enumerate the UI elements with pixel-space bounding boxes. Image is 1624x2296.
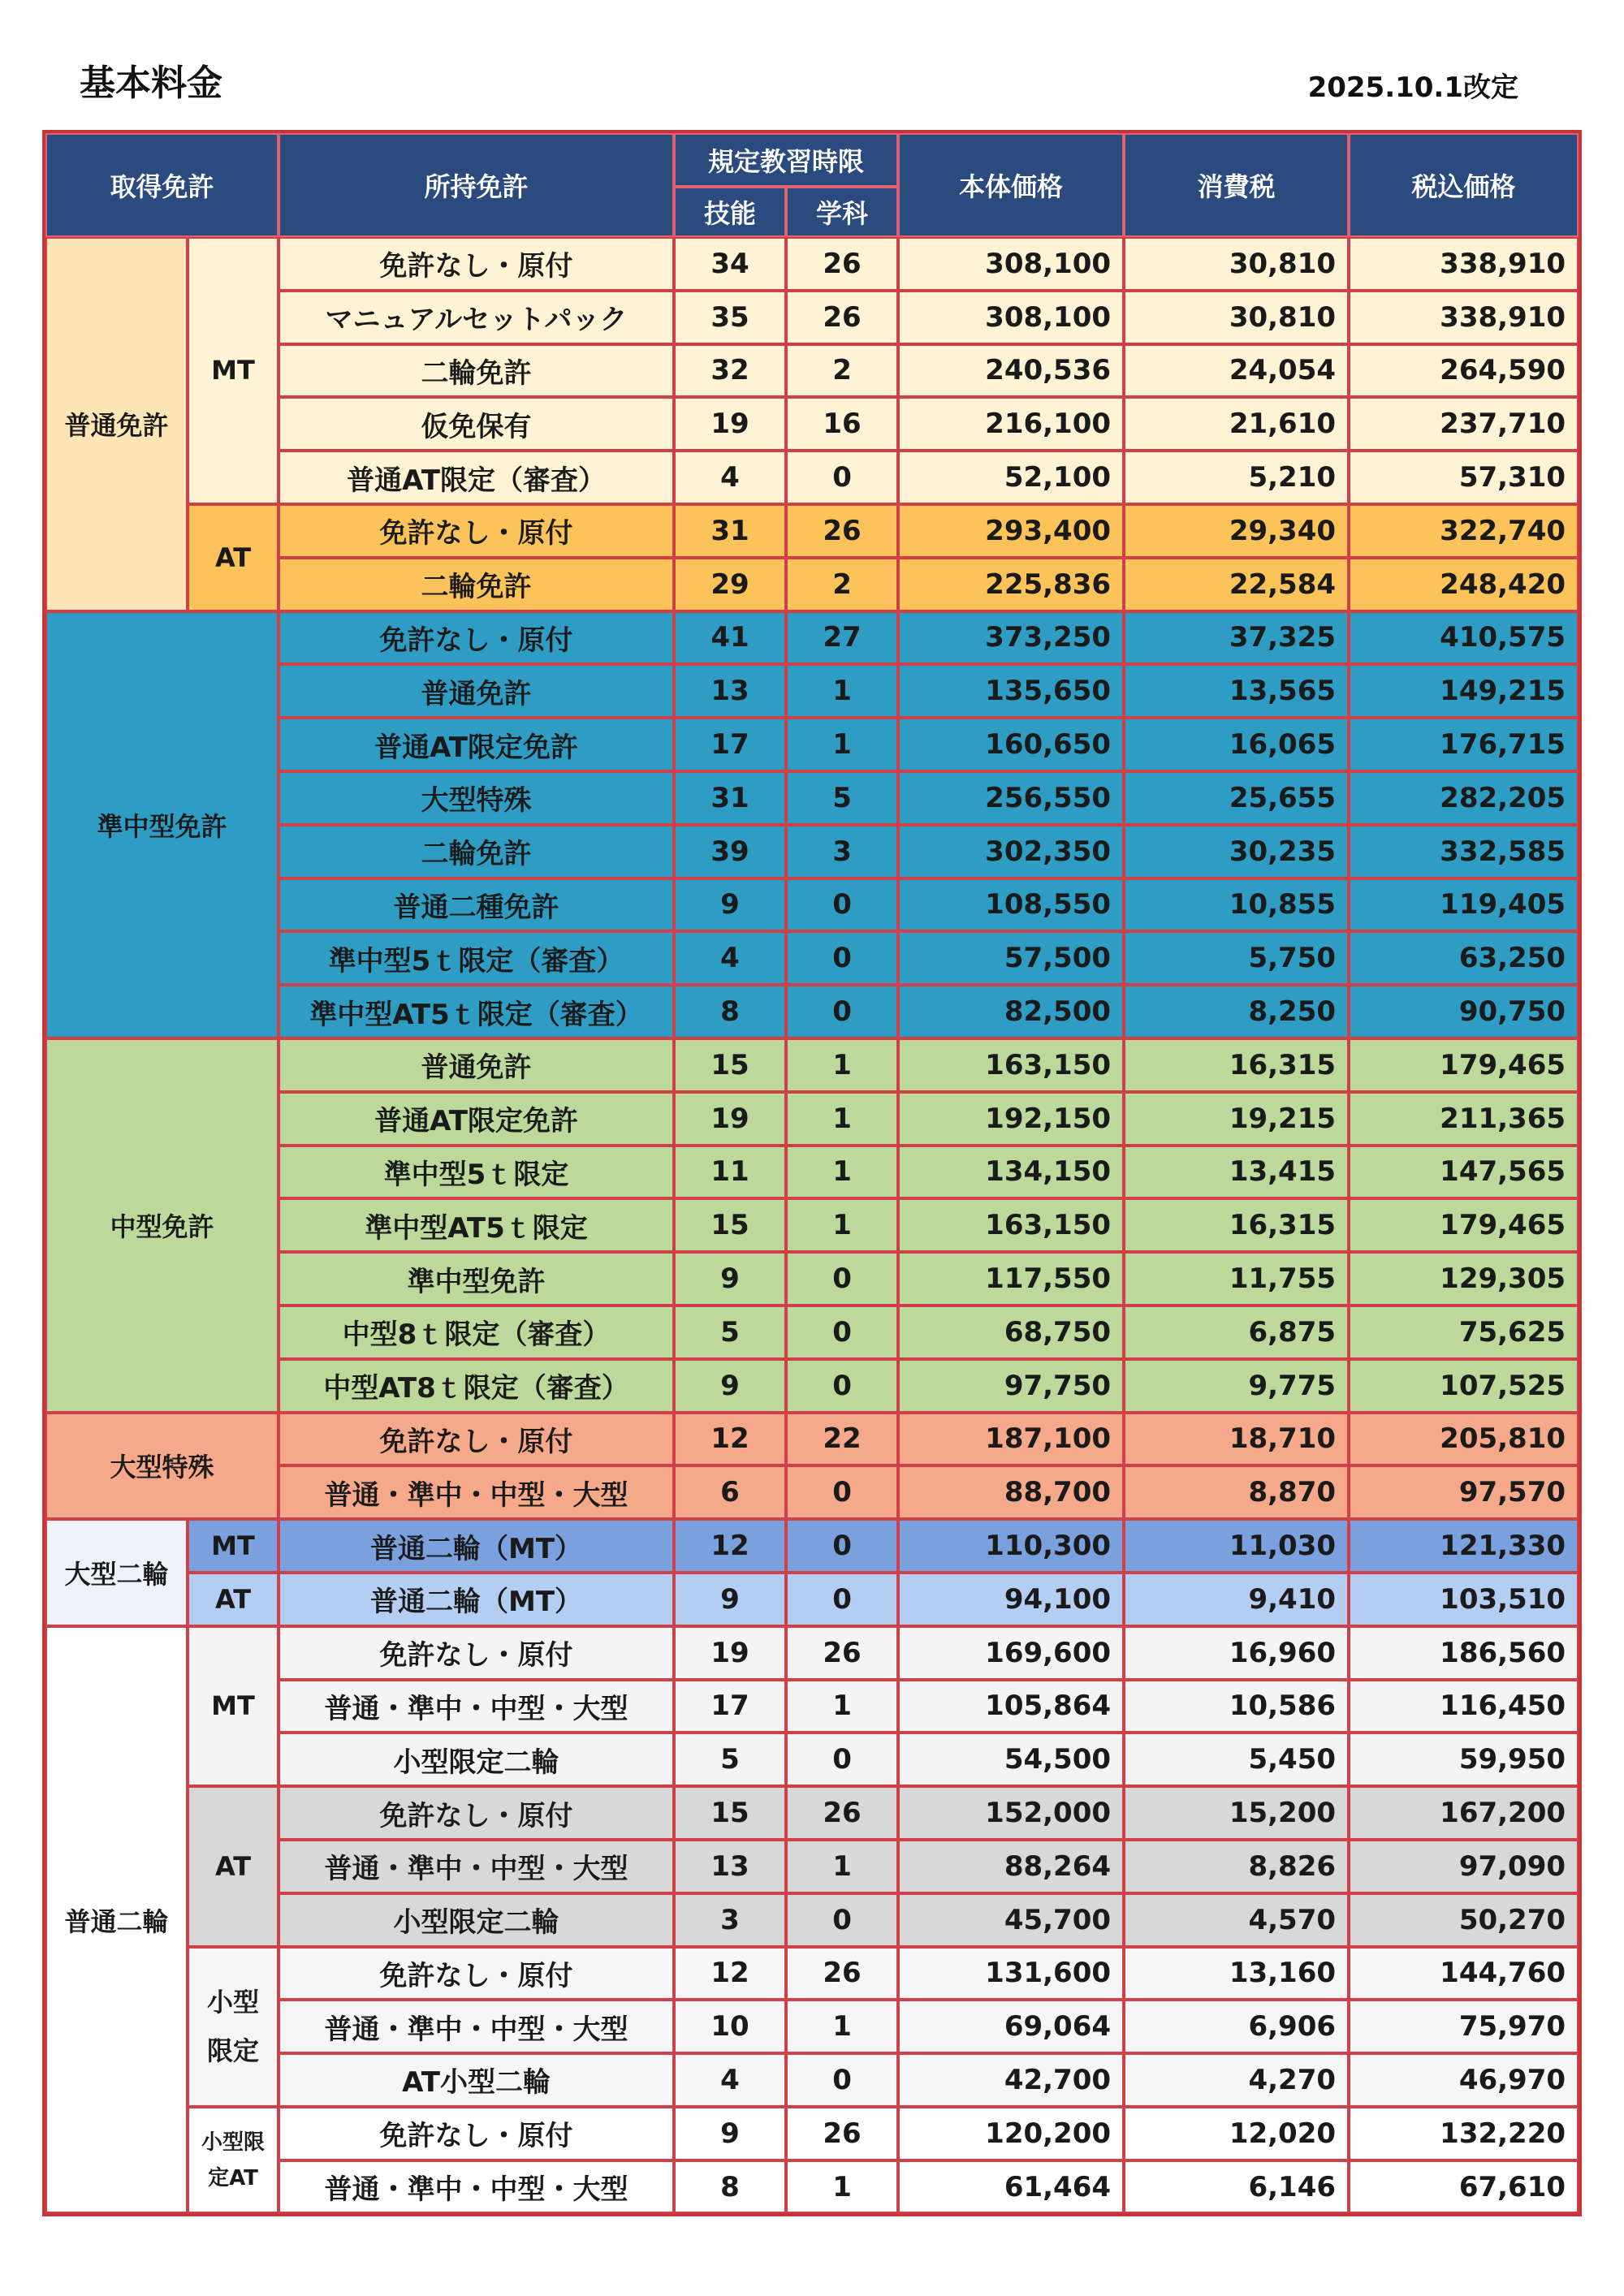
skill-hours-cell: 15 (674, 1038, 786, 1092)
base-price-cell: 187,100 (898, 1413, 1124, 1466)
license-held-cell: 普通・準中・中型・大型 (279, 2160, 674, 2214)
page-title: 基本料金 (80, 63, 222, 104)
tax-cell: 13,160 (1124, 1947, 1349, 2000)
license-held-cell: 普通AT限定（審査） (279, 451, 674, 504)
base-price-cell: 169,600 (898, 1626, 1124, 1680)
tax-cell: 5,450 (1124, 1733, 1349, 1786)
academic-hours-cell: 0 (786, 1359, 898, 1413)
academic-hours-cell: 1 (786, 664, 898, 718)
skill-hours-cell: 17 (674, 718, 786, 771)
license-category: 普通免許 (45, 237, 188, 611)
total-price-cell: 63,250 (1349, 931, 1579, 985)
academic-hours-cell: 26 (786, 2107, 898, 2160)
academic-hours-cell: 1 (786, 1092, 898, 1146)
skill-hours-cell: 31 (674, 771, 786, 825)
license-held-cell: マニュアルセットパック (279, 291, 674, 344)
header-tax: 消費税 (1124, 133, 1349, 237)
license-held-cell: 普通・準中・中型・大型 (279, 1840, 674, 1893)
academic-hours-cell: 0 (786, 1519, 898, 1573)
base-price-cell: 94,100 (898, 1573, 1124, 1626)
base-price-cell: 160,650 (898, 718, 1124, 771)
base-price-cell: 225,836 (898, 558, 1124, 611)
academic-hours-cell: 1 (786, 1038, 898, 1092)
base-price-cell: 97,750 (898, 1359, 1124, 1413)
tax-cell: 9,775 (1124, 1359, 1349, 1413)
total-price-cell: 59,950 (1349, 1733, 1579, 1786)
skill-hours-cell: 4 (674, 2053, 786, 2107)
base-price-cell: 240,536 (898, 344, 1124, 398)
base-price-cell: 108,550 (898, 878, 1124, 932)
academic-hours-cell: 0 (786, 985, 898, 1038)
transmission-type: AT (188, 504, 279, 611)
transmission-type: 小型 限定 (188, 1947, 279, 2107)
tax-cell: 16,960 (1124, 1626, 1349, 1680)
total-price-cell: 264,590 (1349, 344, 1579, 398)
license-held-cell: 中型8ｔ限定（審査） (279, 1306, 674, 1359)
fee-table-body (45, 237, 1579, 2213)
base-price-cell: 131,600 (898, 1947, 1124, 2000)
license-held-cell: 免許なし・原付 (279, 1413, 674, 1466)
table-row (45, 504, 1579, 558)
tax-cell: 16,315 (1124, 1038, 1349, 1092)
header-license-held: 所持免許 (279, 133, 674, 237)
base-price-cell: 54,500 (898, 1733, 1124, 1786)
license-held-cell: 普通・準中・中型・大型 (279, 1465, 674, 1519)
academic-hours-cell: 22 (786, 1413, 898, 1466)
license-held-cell: 免許なし・原付 (279, 1786, 674, 1840)
total-price-cell: 205,810 (1349, 1413, 1579, 1466)
academic-hours-cell: 2 (786, 344, 898, 398)
tax-cell: 12,020 (1124, 2107, 1349, 2160)
base-price-cell: 152,000 (898, 1786, 1124, 1840)
total-price-cell: 149,215 (1349, 664, 1579, 718)
tax-cell: 6,875 (1124, 1306, 1349, 1359)
skill-hours-cell: 32 (674, 344, 786, 398)
tax-cell: 25,655 (1124, 771, 1349, 825)
base-price-cell: 68,750 (898, 1306, 1124, 1359)
tax-cell: 10,855 (1124, 878, 1349, 932)
total-price-cell: 50,270 (1349, 1893, 1579, 1947)
skill-hours-cell: 35 (674, 291, 786, 344)
tax-cell: 22,584 (1124, 558, 1349, 611)
tax-cell: 5,210 (1124, 451, 1349, 504)
tax-cell: 10,586 (1124, 1680, 1349, 1733)
base-price-cell: 373,250 (898, 611, 1124, 665)
tax-cell: 15,200 (1124, 1786, 1349, 1840)
license-held-cell: 免許なし・原付 (279, 1947, 674, 2000)
tax-cell: 16,065 (1124, 718, 1349, 771)
license-held-cell: 普通・準中・中型・大型 (279, 1680, 674, 1733)
license-held-cell: 免許なし・原付 (279, 2107, 674, 2160)
skill-hours-cell: 8 (674, 2160, 786, 2214)
license-category: 大型特殊 (45, 1413, 279, 1520)
total-price-cell: 121,330 (1349, 1519, 1579, 1573)
table-row (45, 1573, 1579, 1626)
license-held-cell: 準中型5ｔ限定 (279, 1146, 674, 1199)
table-row (45, 1413, 1579, 1466)
skill-hours-cell: 17 (674, 1680, 786, 1733)
table-row (45, 1038, 1579, 1092)
skill-hours-cell: 9 (674, 1359, 786, 1413)
tax-cell: 13,565 (1124, 664, 1349, 718)
base-price-cell: 45,700 (898, 1893, 1124, 1947)
license-held-cell: 仮免保有 (279, 397, 674, 451)
license-category: 大型二輪 (45, 1519, 188, 1626)
skill-hours-cell: 9 (674, 878, 786, 932)
tax-cell: 8,870 (1124, 1465, 1349, 1519)
base-price-cell: 293,400 (898, 504, 1124, 558)
license-held-cell: AT小型二輪 (279, 2053, 674, 2107)
base-price-cell: 134,150 (898, 1146, 1124, 1199)
fee-table (42, 130, 1582, 2216)
skill-hours-cell: 34 (674, 237, 786, 291)
academic-hours-cell: 1 (786, 2160, 898, 2214)
skill-hours-cell: 31 (674, 504, 786, 558)
total-price-cell: 97,090 (1349, 1840, 1579, 1893)
academic-hours-cell: 27 (786, 611, 898, 665)
tax-cell: 8,250 (1124, 985, 1349, 1038)
skill-hours-cell: 9 (674, 1252, 786, 1306)
license-held-cell: 普通二輪（MT） (279, 1519, 674, 1573)
total-price-cell: 282,205 (1349, 771, 1579, 825)
tax-cell: 18,710 (1124, 1413, 1349, 1466)
total-price-cell: 176,715 (1349, 718, 1579, 771)
tax-cell: 37,325 (1124, 611, 1349, 665)
total-price-cell: 322,740 (1349, 504, 1579, 558)
license-category: 準中型免許 (45, 611, 279, 1038)
tax-cell: 6,146 (1124, 2160, 1349, 2214)
skill-hours-cell: 13 (674, 1840, 786, 1893)
revision-date: 2025.10.1改定 (1307, 71, 1518, 104)
total-price-cell: 237,710 (1349, 397, 1579, 451)
license-category: 中型免許 (45, 1038, 279, 1413)
academic-hours-cell: 1 (786, 718, 898, 771)
license-held-cell: 準中型AT5ｔ限定 (279, 1198, 674, 1252)
skill-hours-cell: 13 (674, 664, 786, 718)
tax-cell: 8,826 (1124, 1840, 1349, 1893)
skill-hours-cell: 19 (674, 1626, 786, 1680)
transmission-type: MT (188, 237, 279, 504)
total-price-cell: 97,570 (1349, 1465, 1579, 1519)
academic-hours-cell: 5 (786, 771, 898, 825)
base-price-cell: 120,200 (898, 2107, 1124, 2160)
table-row (45, 1947, 1579, 2000)
license-held-cell: 免許なし・原付 (279, 611, 674, 665)
license-held-cell: 免許なし・原付 (279, 1626, 674, 1680)
total-price-cell: 147,565 (1349, 1146, 1579, 1199)
total-price-cell: 75,970 (1349, 2000, 1579, 2053)
total-price-cell: 248,420 (1349, 558, 1579, 611)
base-price-cell: 192,150 (898, 1092, 1124, 1146)
academic-hours-cell: 1 (786, 1146, 898, 1199)
tax-cell: 11,755 (1124, 1252, 1349, 1306)
tax-cell: 19,215 (1124, 1092, 1349, 1146)
license-held-cell: 普通・準中・中型・大型 (279, 2000, 674, 2053)
academic-hours-cell: 1 (786, 1840, 898, 1893)
base-price-cell: 52,100 (898, 451, 1124, 504)
tax-cell: 24,054 (1124, 344, 1349, 398)
total-price-cell: 144,760 (1349, 1947, 1579, 2000)
skill-hours-cell: 6 (674, 1465, 786, 1519)
license-held-cell: 普通二輪（MT） (279, 1573, 674, 1626)
table-row (45, 1626, 1579, 1680)
base-price-cell: 61,464 (898, 2160, 1124, 2214)
skill-hours-cell: 4 (674, 931, 786, 985)
tax-cell: 9,410 (1124, 1573, 1349, 1626)
transmission-type: AT (188, 1573, 279, 1626)
base-price-cell: 82,500 (898, 985, 1124, 1038)
license-held-cell: 準中型AT5ｔ限定（審査） (279, 985, 674, 1038)
academic-hours-cell: 26 (786, 1947, 898, 2000)
header-total-price: 税込価格 (1349, 133, 1579, 237)
skill-hours-cell: 12 (674, 1519, 786, 1573)
table-row (45, 2107, 1579, 2160)
tax-cell: 4,270 (1124, 2053, 1349, 2107)
header-skill: 技能 (674, 187, 786, 237)
academic-hours-cell: 0 (786, 1252, 898, 1306)
transmission-type: MT (188, 1626, 279, 1786)
total-price-cell: 167,200 (1349, 1786, 1579, 1840)
license-held-cell: 大型特殊 (279, 771, 674, 825)
tax-cell: 11,030 (1124, 1519, 1349, 1573)
license-held-cell: 普通AT限定免許 (279, 718, 674, 771)
license-held-cell: 普通免許 (279, 664, 674, 718)
academic-hours-cell: 0 (786, 1465, 898, 1519)
academic-hours-cell: 26 (786, 237, 898, 291)
academic-hours-cell: 0 (786, 451, 898, 504)
base-price-cell: 163,150 (898, 1198, 1124, 1252)
license-held-cell: 二輪免許 (279, 344, 674, 398)
base-price-cell: 308,100 (898, 291, 1124, 344)
skill-hours-cell: 12 (674, 1413, 786, 1466)
total-price-cell: 132,220 (1349, 2107, 1579, 2160)
academic-hours-cell: 2 (786, 558, 898, 611)
total-price-cell: 75,625 (1349, 1306, 1579, 1359)
academic-hours-cell: 1 (786, 1198, 898, 1252)
total-price-cell: 410,575 (1349, 611, 1579, 665)
total-price-cell: 107,525 (1349, 1359, 1579, 1413)
base-price-cell: 88,700 (898, 1465, 1124, 1519)
academic-hours-cell: 0 (786, 1573, 898, 1626)
tax-cell: 4,570 (1124, 1893, 1349, 1947)
base-price-cell: 216,100 (898, 397, 1124, 451)
license-held-cell: 二輪免許 (279, 825, 674, 878)
header-required-hours: 規定教習時限 (674, 133, 898, 187)
license-held-cell: 普通免許 (279, 1038, 674, 1092)
tax-cell: 16,315 (1124, 1198, 1349, 1252)
total-price-cell: 338,910 (1349, 291, 1579, 344)
skill-hours-cell: 19 (674, 1092, 786, 1146)
base-price-cell: 57,500 (898, 931, 1124, 985)
skill-hours-cell: 9 (674, 2107, 786, 2160)
base-price-cell: 135,650 (898, 664, 1124, 718)
license-held-cell: 準中型免許 (279, 1252, 674, 1306)
total-price-cell: 67,610 (1349, 2160, 1579, 2214)
skill-hours-cell: 15 (674, 1786, 786, 1840)
license-category: 普通二輪 (45, 1626, 188, 2214)
skill-hours-cell: 41 (674, 611, 786, 665)
base-price-cell: 105,864 (898, 1680, 1124, 1733)
skill-hours-cell: 10 (674, 2000, 786, 2053)
base-price-cell: 302,350 (898, 825, 1124, 878)
license-held-cell: 小型限定二輪 (279, 1733, 674, 1786)
total-price-cell: 332,585 (1349, 825, 1579, 878)
base-price-cell: 256,550 (898, 771, 1124, 825)
academic-hours-cell: 0 (786, 2053, 898, 2107)
license-held-cell: 普通二種免許 (279, 878, 674, 932)
total-price-cell: 119,405 (1349, 878, 1579, 932)
academic-hours-cell: 26 (786, 291, 898, 344)
total-price-cell: 129,305 (1349, 1252, 1579, 1306)
skill-hours-cell: 9 (674, 1573, 786, 1626)
total-price-cell: 90,750 (1349, 985, 1579, 1038)
tax-cell: 6,906 (1124, 2000, 1349, 2053)
academic-hours-cell: 0 (786, 878, 898, 932)
skill-hours-cell: 11 (674, 1146, 786, 1199)
academic-hours-cell: 16 (786, 397, 898, 451)
tax-cell: 21,610 (1124, 397, 1349, 451)
total-price-cell: 179,465 (1349, 1198, 1579, 1252)
skill-hours-cell: 15 (674, 1198, 786, 1252)
base-price-cell: 42,700 (898, 2053, 1124, 2107)
tax-cell: 30,810 (1124, 237, 1349, 291)
skill-hours-cell: 8 (674, 985, 786, 1038)
license-held-cell: 中型AT8ｔ限定（審査） (279, 1359, 674, 1413)
skill-hours-cell: 29 (674, 558, 786, 611)
skill-hours-cell: 4 (674, 451, 786, 504)
base-price-cell: 163,150 (898, 1038, 1124, 1092)
skill-hours-cell: 12 (674, 1947, 786, 2000)
table-row (45, 237, 1579, 291)
tax-cell: 30,235 (1124, 825, 1349, 878)
total-price-cell: 103,510 (1349, 1573, 1579, 1626)
total-price-cell: 211,365 (1349, 1092, 1579, 1146)
license-held-cell: 二輪免許 (279, 558, 674, 611)
tax-cell: 5,750 (1124, 931, 1349, 985)
license-held-cell: 免許なし・原付 (279, 237, 674, 291)
base-price-cell: 308,100 (898, 237, 1124, 291)
academic-hours-cell: 1 (786, 1680, 898, 1733)
table-row (45, 611, 1579, 665)
tax-cell: 13,415 (1124, 1146, 1349, 1199)
header-license-obtained: 取得免許 (45, 133, 279, 237)
header-academic: 学科 (786, 187, 898, 237)
total-price-cell: 116,450 (1349, 1680, 1579, 1733)
total-price-cell: 338,910 (1349, 237, 1579, 291)
transmission-type: MT (188, 1519, 279, 1573)
license-held-cell: 免許なし・原付 (279, 504, 674, 558)
academic-hours-cell: 0 (786, 1893, 898, 1947)
license-held-cell: 準中型5ｔ限定（審査） (279, 931, 674, 985)
academic-hours-cell: 0 (786, 1733, 898, 1786)
academic-hours-cell: 26 (786, 1626, 898, 1680)
base-price-cell: 69,064 (898, 2000, 1124, 2053)
academic-hours-cell: 0 (786, 1306, 898, 1359)
total-price-cell: 46,970 (1349, 2053, 1579, 2107)
table-row (45, 1519, 1579, 1573)
base-price-cell: 117,550 (898, 1252, 1124, 1306)
skill-hours-cell: 39 (674, 825, 786, 878)
skill-hours-cell: 19 (674, 397, 786, 451)
skill-hours-cell: 3 (674, 1893, 786, 1947)
academic-hours-cell: 26 (786, 1786, 898, 1840)
academic-hours-cell: 26 (786, 504, 898, 558)
transmission-type: 小型限 定AT (188, 2107, 279, 2214)
skill-hours-cell: 5 (674, 1306, 786, 1359)
total-price-cell: 57,310 (1349, 451, 1579, 504)
base-price-cell: 110,300 (898, 1519, 1124, 1573)
transmission-type: AT (188, 1786, 279, 1946)
skill-hours-cell: 5 (674, 1733, 786, 1786)
academic-hours-cell: 3 (786, 825, 898, 878)
total-price-cell: 179,465 (1349, 1038, 1579, 1092)
tax-cell: 29,340 (1124, 504, 1349, 558)
table-row (45, 1786, 1579, 1840)
academic-hours-cell: 1 (786, 2000, 898, 2053)
header-base-price: 本体価格 (898, 133, 1124, 237)
academic-hours-cell: 0 (786, 931, 898, 985)
license-held-cell: 普通AT限定免許 (279, 1092, 674, 1146)
total-price-cell: 186,560 (1349, 1626, 1579, 1680)
license-held-cell: 小型限定二輪 (279, 1893, 674, 1947)
base-price-cell: 88,264 (898, 1840, 1124, 1893)
tax-cell: 30,810 (1124, 291, 1349, 344)
